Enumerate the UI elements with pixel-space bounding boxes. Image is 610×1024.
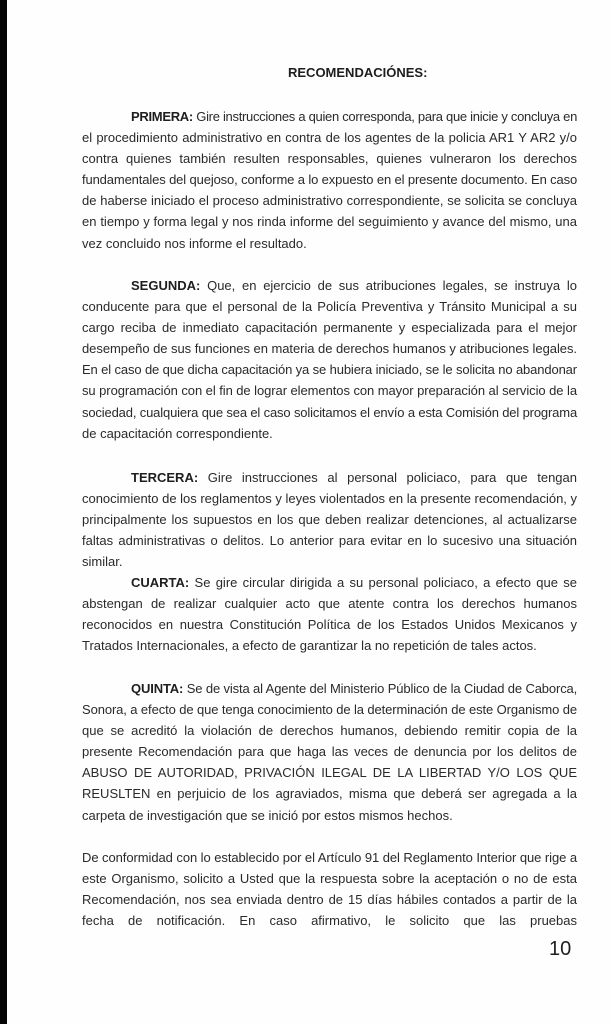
section-title: RECOMENDACIÓNES: bbox=[288, 65, 428, 80]
paragraph-line: sociedad, cualquiera que sea el caso solicitamos el envío a esta Comisión del programa bbox=[82, 404, 578, 420]
paragraph-line: de capacitación correspondiente. bbox=[82, 425, 273, 441]
paragraph-line: carpeta de investigación que se inició por estos mismos hechos. bbox=[82, 807, 453, 823]
paragraph-tercera bbox=[82, 467, 577, 572]
paragraph-line: REUSLTEN en perjuicio de los agraviados, misma que deberá ser agregada a la bbox=[82, 786, 577, 802]
line-text: Gire instrucciones a quien corresponda, para que inicie y concluya en bbox=[192, 109, 578, 124]
paragraph-line: de haberse iniciado el proceso administrativo correspondiente, se solicita se concluya bbox=[82, 193, 577, 209]
paragraph-line: similar. bbox=[82, 554, 123, 570]
paragraph-line: el procedimiento administrativo en contra de los agentes de la policia AR1 Y AR2 y/o bbox=[82, 130, 577, 146]
paragraph-line: este Organismo, solicito a Usted que la respuesta sobre la aceptación o no de esta bbox=[82, 871, 577, 887]
paragraph-line: contra quienes también resulten responsables, quienes vulneraron los derechos bbox=[82, 151, 577, 167]
paragraph-label: PRIMERA: bbox=[131, 109, 193, 124]
paragraph-line: fundamentales del quejoso, conforme a lo expuesto en el presente documento. En caso bbox=[82, 172, 578, 188]
paragraph-line: cargo reciba de inmediato capacitación permanente y especializada para el mejor bbox=[82, 320, 577, 336]
line-text: Que, en ejercicio de sus atribuciones legales, se instruya lo bbox=[200, 278, 577, 293]
paragraph-label: SEGUNDA: bbox=[131, 278, 201, 293]
paragraph-line: reconocidos en nuestra Constitución Política de los Estados Unidos Mexicanos y bbox=[82, 617, 577, 633]
paragraph-label: TERCERA: bbox=[131, 470, 199, 485]
paragraph-label: QUINTA: bbox=[131, 681, 184, 696]
line-text: Gire instrucciones al personal policiaco, para que tengan bbox=[198, 470, 577, 485]
paragraph-label: CUARTA: bbox=[131, 575, 190, 590]
paragraph-line bbox=[82, 678, 577, 699]
paragraph-line: vez concluido nos informe el resultado. bbox=[82, 235, 307, 251]
paragraph-primera bbox=[82, 106, 577, 254]
paragraph-line: faltas administrativas o delitos. Lo anterior para evitar en lo sucesivo una situación bbox=[82, 533, 577, 549]
paragraph-line: fecha de notificación. En caso afirmativo, le solicito que las pruebas bbox=[82, 913, 577, 929]
paragraph-line: Tratados Internacionales, a efecto de garantizar la no repetición de tales actos. bbox=[82, 638, 537, 654]
paragraph-line: conocimiento de los reglamentos y leyes violentados en la presente recomendación, y bbox=[82, 491, 577, 507]
scan-edge bbox=[0, 0, 7, 1024]
paragraph-quinta bbox=[82, 678, 577, 826]
line-text: Se gire circular dirigida a su personal policiaco, a efecto que se bbox=[189, 575, 577, 590]
paragraph-conformidad bbox=[82, 847, 577, 931]
page-number: 10 bbox=[549, 938, 572, 960]
paragraph-line: en tiempo y forma legal y nos rinda informe del seguimiento y avance del mismo, una bbox=[82, 214, 577, 230]
paragraph-line: conducente para que el personal de la Policía Preventiva y Tránsito Municipal a su bbox=[82, 299, 577, 315]
paragraph-line: que se acreditó la violación de derechos humanos, debiendo remitir copia de la bbox=[82, 723, 577, 739]
paragraph-line: ABUSO DE AUTORIDAD, PRIVACIÓN ILEGAL DE LA LIBERTAD Y/O LOS QUE bbox=[82, 765, 577, 781]
paragraph-line bbox=[82, 106, 577, 127]
paragraph-line bbox=[82, 572, 577, 593]
paragraph-line: abstengan de realizar cualquier acto que atente contra los derechos humanos bbox=[82, 596, 577, 612]
paragraph-cuarta bbox=[82, 572, 577, 656]
line-text: Se de vista al Agente del Ministerio Público de la Ciudad de Caborca, bbox=[183, 681, 578, 696]
paragraph-line: Sonora, a efecto de que tenga conocimiento de la determinación de este Organismo de bbox=[82, 702, 577, 718]
paragraph-segunda bbox=[82, 275, 577, 444]
paragraph-line bbox=[82, 275, 577, 296]
paragraph-line: En el caso de que dicha capacitación ya se hubiera iniciado, se le solicita no abandonar bbox=[82, 362, 577, 378]
paragraph-line: presente Recomendación para que haga las veces de denuncia por los delitos de bbox=[82, 744, 577, 760]
paragraph-line: desempeño de sus funciones en materia de derechos humanos y atribuciones legales. bbox=[82, 341, 577, 357]
paragraph-line: De conformidad con lo establecido por el Artículo 91 del Reglamento Interior que rige a bbox=[82, 850, 577, 865]
paragraph-line: Recomendación, nos sea enviada dentro de 15 días hábiles contados a partir de la bbox=[82, 892, 577, 908]
paragraph-line: principalmente los supuestos en los que deben realizar detenciones, al actualizarse bbox=[82, 512, 577, 528]
paragraph-line: su programación con el fin de lograr elementos con mayor preparación al servicio de la bbox=[82, 383, 577, 399]
paragraph-line bbox=[82, 467, 577, 488]
